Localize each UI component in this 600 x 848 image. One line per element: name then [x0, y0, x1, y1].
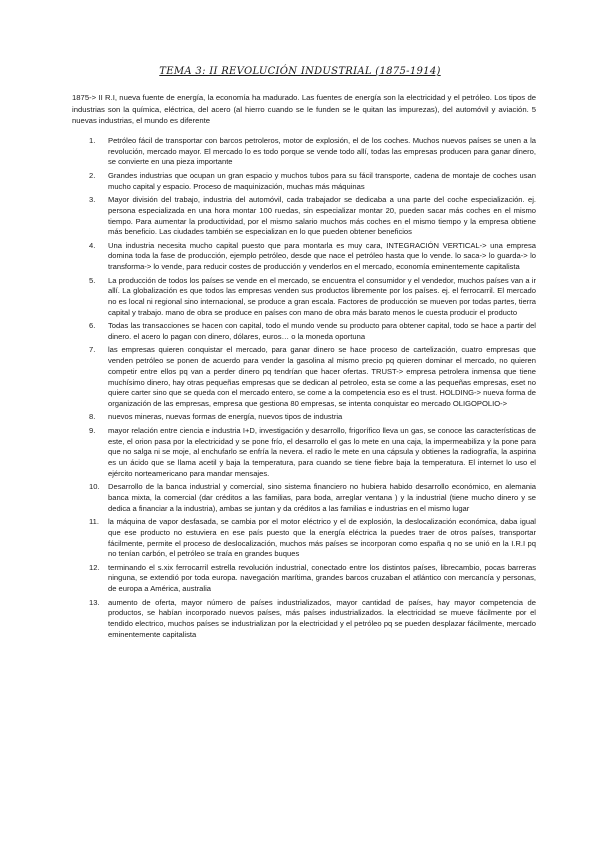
item-number: 5.	[89, 275, 96, 285]
item-text: la máquina de vapor desfasada, se cambia por el motor eléctrico y el de explosión, la deslocalización económica, daba igual que ese producto no estuviera en ese país puesto que la energía eléctrica la puedes traer de otros países, transportar fácilmente, permite el proceso de deslocalización, muchos más países se incorporan como españa q no se unió en la I.R.I pq no tenían carbón, el petróleo se traía en grandes buques	[108, 517, 536, 559]
item-number: 6.	[89, 321, 96, 331]
item-text: Mayor división del trabajo, industria del automóvil, cada trabajador se dedicaba a una parte del coche especialización. ej. persona especializada en una hora montar 100 ruedas, sin especializar montar 20, pueden sacar más coches en el mismo tiempo. Para aumentar la productividad, por el mismo salario muchos más coches en el mismo tiempo y la empresa obtiene más beneficio. Las ciudades también se especializan en lo que pueden obtener beneficios	[108, 195, 536, 237]
item-text: las empresas quieren conquistar el mercado, para ganar dinero se hace proceso de cartelización, cuatro empresas que venden petróleo se ponen de acuerdo para vender la gasolina al mismo precio pq quieren dominar el mercado, no quieren competir entre ellos pq van a perder dinero pq tendrían que hacer ofertas. TRUST-> empresa petrolera inmensa que tiene muchísimo dinero, hay otras pequeñas empresas que se dedican al petroleo, esta se come a las pequeñas empresas, eset no quiere carter sino que se queda con el mercado entero, se come a la competencia eso es el trust. HOLDING-> nueva forma de organización de las empresas, empresa que gestiona 80 empresas, se intenta conquistar eo mercado OLIGOPOLIO->	[108, 345, 536, 408]
list-item	[89, 562, 536, 595]
item-text: Todas las transacciones se hacen con capital, todo el mundo vende su producto para obtener capital, todo se hace a partir del dinero. el acero lo pagan con dinero, dólares, euros… o la moneda oportuna	[108, 321, 536, 341]
item-number: 3.	[89, 195, 96, 205]
list-item	[89, 597, 536, 641]
item-number: 9.	[89, 425, 96, 435]
numbered-list	[89, 136, 536, 643]
item-number: 8.	[89, 412, 96, 422]
item-text: nuevos mineras, nuevas formas de energía, nuevos tipos de industria	[108, 412, 343, 422]
item-text: Desarrollo de la banca industrial y comercial, sino sistema financiero no hubiera habido desarrollo económico, en alemania banca mixta, la comercial (dar créditos a las familias, para boda, arreglar ventana ) y la industrial (tiene mucho dinero y se dedica a financiar a la industria), ambas se juntan y da créditos a las familias e industrias en el mismo lugar	[108, 482, 536, 513]
list-item	[89, 321, 536, 342]
item-text: Una industria necesita mucho capital puesto que para montarla es muy cara, INTEGRACIÓN VERTICAL-> una empresa domina toda la fase de producción, ejemplo petróleo, desde que nace el petróleo hasta que lo vende. lo saca-> lo guarda-> lo transforma-> lo vende, para reducir costes de producción y venderlos en el mercado, economía eminentemente capitalista	[108, 240, 536, 272]
item-text: La producción de todos los países se vende en el mercado, se encuentra el consumidor y el vendedor, muchos países van a ir allí. La globalización es que todos las empresas venden sus productos libremente por los países. ej. el ferrocarril. El mercado no es local ni regional sino internacional, se produce a gran escala. Factores de producción se mueven por todas partes, tierra capital y trabajo. mano de obra se produce en países con mano de obra más barato menos le cuesta producir el producto	[108, 275, 536, 317]
item-number: 7.	[89, 345, 96, 355]
list-item	[89, 345, 536, 409]
item-number: 1.	[89, 136, 96, 145]
item-number: 11.	[89, 517, 99, 527]
list-item	[89, 412, 536, 423]
item-text: terminando el s.xix ferrocarril estrella revolución industrial, conectado entre los distintos países, librecambio, pocas barreras ninguna, se extendió por toda europa. navegación marítima, grandes barcos cruzaban el atlántico con mercancía y personas, de europa a América, australia	[108, 562, 536, 594]
intro-paragraph: 1875-> II R.I, nueva fuente de energía, la economía ha madurado. Las fuentes de energía son la electricidad y el petróleo. Los tipos de industrias son la química, eléctrica, del acero (al hierro cuando se le funden se le quitan las impurezas), del automóvil y aviación. 5 nuevas industrias, el mundo es diferente	[72, 93, 536, 126]
list-item	[89, 482, 536, 514]
list-item	[89, 195, 536, 238]
item-text: mayor relación entre ciencia e industria I+D, investigación y desarrollo, frigorífico lleva un gas, se conoce las características de este, el orion pasa por la electricidad y se pone frío, el desarrollo el gas lo mete en una caja, la impermeabiliza y la pone para que no salga ni se moje, al enchufarlo se enfría la nevera. el radio le mete en una cápsula y obtienes la radiografía, la aspirina es un ácido que se llama acetil y baja la temperatura, para cuando se tiene fiebre baja la temperatura. El internet lo uso el ejército norteamericano para mandar mensajes.	[108, 425, 536, 478]
document-title: TEMA 3: II REVOLUCIÓN INDUSTRIAL (1875-1914)	[159, 66, 441, 77]
list-item	[89, 240, 536, 273]
item-number: 13.	[89, 597, 100, 607]
list-item	[89, 136, 536, 168]
item-text: aumento de oferta, mayor número de países industrializados, mayor cantidad de países, hay mayor competencia de productos, se habían incorporado nuevos países, más países industrializados. la electricidad se mueve fácilmente por el tendido electrico, muchos países se industrializan por la electricidad y el petróleo pq se pueden desplazar fácilmente, mercado eminentemente capitalista	[108, 597, 536, 639]
list-item	[89, 275, 536, 319]
list-item	[89, 425, 536, 480]
list-item	[89, 517, 536, 560]
item-text: Petróleo fácil de transportar con barcos petroleros, motor de explosión, el de los coches. Muchos nuevos países se unen a la revolución, mercado mayor. El mercado lo es todo porque se vende todo allí, todas las empresas producen para ganar dinero, se convierte en una pieza importante	[108, 136, 536, 167]
item-number: 12.	[89, 562, 100, 572]
item-number: 2.	[89, 170, 96, 180]
item-number: 4.	[89, 240, 96, 250]
item-number: 10.	[89, 482, 100, 492]
list-item	[89, 170, 536, 192]
item-text: Grandes industrias que ocupan un gran espacio y muchos tubos para su fácil transporte, cadena de montaje de coches usan mucho capital y espacio. Proceso de maquinización, muchas más máquinas	[108, 170, 536, 191]
